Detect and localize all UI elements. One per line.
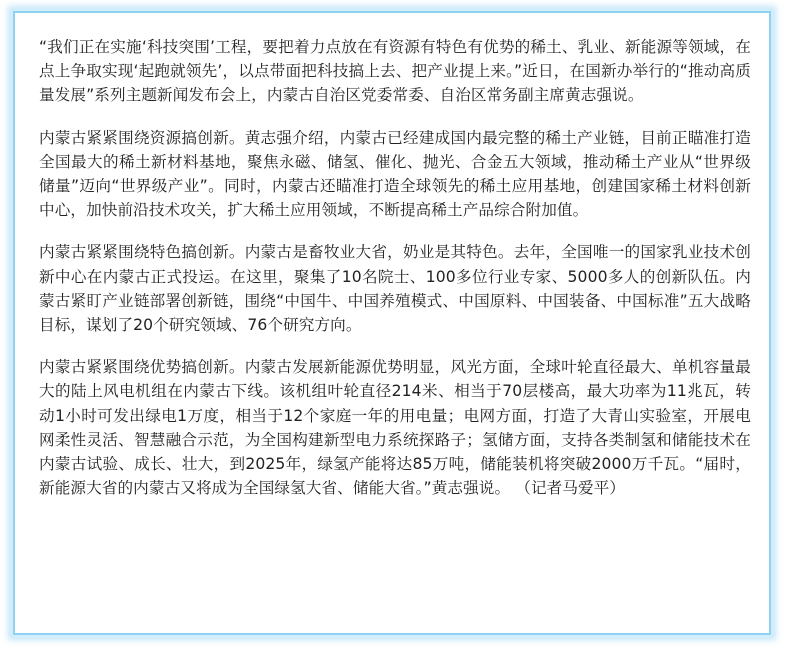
article-paragraph: 内蒙古紧紧围绕资源搞创新。黄志强介绍，内蒙古已经建成国内最完整的稀土产业链，目前正瞄准打造全国最大的稀土新材料基地，聚焦永磁、储氢、催化、抛光、合金五大领域，推动稀土产业从“世界级储量”迈向“世界级产业”。同时，内蒙古还瞄准打造全球领先的稀土应用基地，创建国家稀土材料创新中心，加快前沿技术攻关，扩大稀土应用领域，不断提高稀土产品综合附加值。 xyxy=(39,128,751,220)
article-paragraph: “我们正在实施‘科技突围’工程，要把着力点放在有资源有特色有优势的稀土、乳业、新能源等领域，在点上争取实现‘起跑就领先’，以点带面把科技搞上去、把产业提上来。”近日，在国新办举行的“推动高质量发展”系列主题新闻发布会上，内蒙古自治区党委常委、自治区常务副主席黄志强说。 xyxy=(39,38,751,105)
article-paragraph: 内蒙古紧紧围绕特色搞创新。内蒙古是畜牧业大省，奶业是其特色。去年，全国唯一的国家乳业技术创新中心在内蒙古正式投运。在这里，聚集了10名院士、100多位行业专家、5000多人的创新队伍。内蒙古紧盯产业链部署创新链，围绕“中国牛、中国养殖模式、中国原料、中国装备、中国标准”五大战略目标，谋划了20个研究领域、76个研究方向。 xyxy=(39,243,751,335)
article-body xyxy=(39,35,751,518)
article-paragraph: 内蒙古紧紧围绕优势搞创新。内蒙古发展新能源优势明显，风光方面，全球叶轮直径最大、单机容量最大的陆上风电机组在内蒙古下线。该机组叶轮直径214米、相当于70层楼高，最大功率为11兆瓦，转动1小时可发出绿电1万度，相当于12个家庭一年的用电量；电网方面，打造了大青山实验室，开展电网柔性灵活、智慧融合示范，为全国构建新型电力系统探路子；氢储方面，支持各类制氢和储能技术在内蒙古试验、成长、壮大，到2025年，绿氢产能将达85万吨，储能装机将突破2000万千瓦。“届时，新能源大省的内蒙古又将成为全国绿氢大省、储能大省。”黄志强说。 （记者马爱平） xyxy=(39,358,751,498)
article-frame xyxy=(13,11,771,635)
